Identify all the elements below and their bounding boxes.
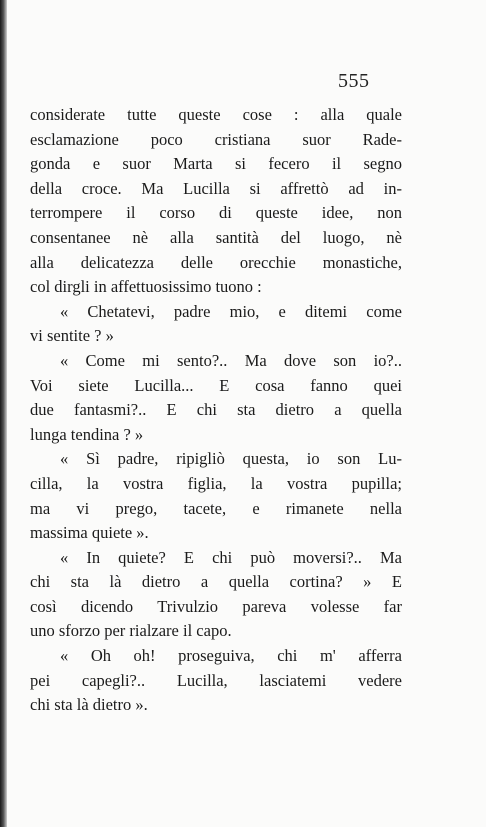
- text-line: vi sentite ? »: [30, 326, 114, 346]
- page-number: 555: [338, 70, 370, 92]
- text-line: « In quiete? E chi può moversi?.. Ma: [60, 547, 402, 567]
- text-line: chi sta là dietro a quella cortina? » E: [30, 572, 402, 592]
- text-line: pei capegli?.. Lucilla, lasciatemi vedere: [30, 670, 402, 690]
- text-line: chi sta là dietro ».: [30, 695, 148, 715]
- text-line: « Chetatevi, padre mio, e ditemi come: [60, 301, 402, 321]
- text-line: così dicendo Trivulzio pareva volesse far: [30, 596, 402, 616]
- text-line: esclamazione poco cristiana suor Rade-: [30, 129, 402, 149]
- text-line: uno sforzo per rialzare il capo.: [30, 621, 232, 641]
- text-line: Voi siete Lucilla... E cosa fanno quei: [30, 375, 402, 395]
- text-line: della croce. Ma Lucilla si affrettò ad in-: [30, 178, 402, 198]
- text-line: « Oh oh! proseguiva, chi m' afferra: [60, 646, 402, 666]
- text-line: gonda e suor Marta si fecero il segno: [30, 154, 402, 174]
- text-line: consentanee nè alla santità del luogo, nè: [30, 227, 402, 247]
- body-text: [30, 103, 402, 718]
- text-line: « Sì padre, ripigliò questa, io son Lu-: [60, 449, 402, 469]
- text-line: considerate tutte queste cose : alla quale: [30, 105, 402, 124]
- text-line: terrompere il corso di queste idee, non: [30, 203, 402, 223]
- text-line: massima quiete ».: [30, 523, 149, 543]
- text-line: « Come mi sento?.. Ma dove son io?..: [60, 350, 402, 370]
- text-line: due fantasmi?.. E chi sta dietro a quella: [30, 400, 402, 420]
- text-line: col dirgli in affettuosissimo tuono :: [30, 277, 262, 297]
- text-line: ma vi prego, tacete, e rimanete nella: [30, 498, 402, 518]
- text-line: alla delicatezza delle orecchie monastiche,: [30, 252, 402, 272]
- text-line: lunga tendina ? »: [30, 424, 144, 444]
- book-spine-shadow: [0, 0, 7, 827]
- text-line: cilla, la vostra figlia, la vostra pupilla;: [30, 473, 402, 493]
